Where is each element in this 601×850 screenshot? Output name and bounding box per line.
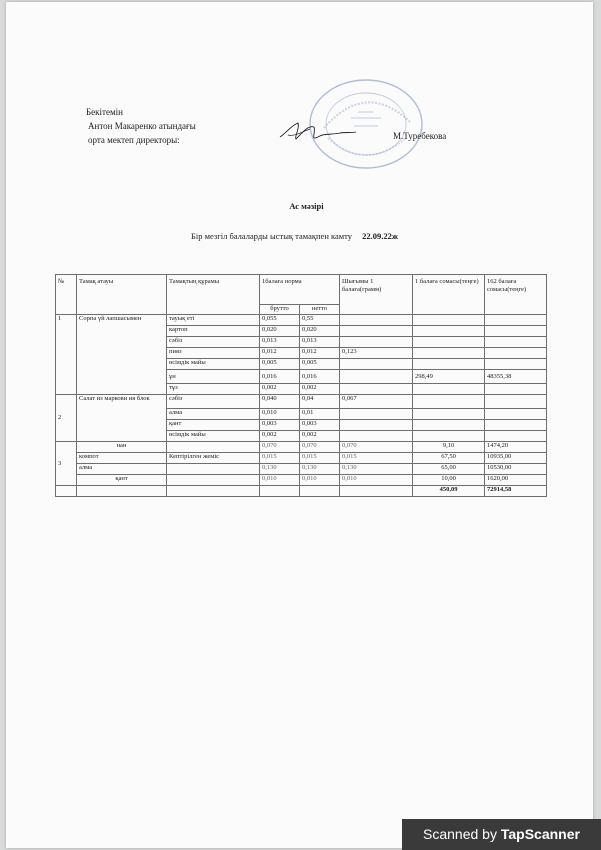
cost1-cell xyxy=(413,326,485,337)
brutto-cell: 0,130 xyxy=(260,464,300,475)
ingredient-cell: алма xyxy=(167,409,260,420)
cost162-cell: 10530,00 xyxy=(485,464,547,475)
ingredient-cell: өсімдік майы xyxy=(167,431,260,442)
brutto-cell: 0,002 xyxy=(260,384,300,395)
cost1-cell: 298,49 xyxy=(413,370,485,384)
cost162-cell: 48355,38 xyxy=(485,370,547,384)
netto-cell: 0,130 xyxy=(300,464,340,475)
empty-cell xyxy=(260,486,300,497)
netto-cell: 0,002 xyxy=(300,431,340,442)
consumption-cell: 0,130 xyxy=(340,464,413,475)
subheader-brutto: брутто xyxy=(260,305,300,315)
netto-cell: 0,012 xyxy=(300,348,340,359)
brutto-cell: 0,003 xyxy=(260,420,300,431)
cost162-cell xyxy=(485,348,547,359)
cost1-cell xyxy=(413,431,485,442)
brutto-cell: 0,010 xyxy=(260,409,300,420)
cost1-cell xyxy=(413,409,485,420)
table-row xyxy=(56,442,547,453)
netto-cell: 0,020 xyxy=(300,326,340,337)
cost1-cell xyxy=(413,395,485,409)
meal-name: қант xyxy=(77,475,167,486)
ingredient-cell: қант xyxy=(167,420,260,431)
empty-cell xyxy=(56,486,77,497)
brutto-cell: 0,055 xyxy=(260,315,300,326)
composition-cell xyxy=(167,464,260,475)
empty-cell xyxy=(167,486,260,497)
watermark-brand: TapScanner xyxy=(500,826,580,842)
composition-cell: Кептірілген жеміс xyxy=(167,453,260,464)
netto-cell: 0,070 xyxy=(300,442,340,453)
table-row xyxy=(56,464,547,475)
director-signature xyxy=(274,115,358,149)
cost1-cell: 9,10 xyxy=(413,442,485,453)
meal-name: Салат из маркови ия блок xyxy=(77,395,167,442)
brutto-cell: 0,040 xyxy=(260,395,300,409)
brutto-cell: 0,005 xyxy=(260,359,300,370)
cost162-cell xyxy=(485,395,547,409)
consumption-cell: 0,015 xyxy=(340,453,413,464)
consumption-cell xyxy=(340,326,413,337)
brutto-cell: 0,013 xyxy=(260,337,300,348)
cost1-cell xyxy=(413,315,485,326)
meal-num: 3 xyxy=(56,442,77,486)
cost162-cell: 1620,00 xyxy=(485,475,547,486)
totals-row xyxy=(56,486,547,497)
cost1-cell: 65,00 xyxy=(413,464,485,475)
cost1-cell: 10,00 xyxy=(413,475,485,486)
meal-num: 1 xyxy=(56,315,77,395)
scanner-watermark xyxy=(402,819,601,850)
cost1-cell xyxy=(413,337,485,348)
document-page xyxy=(6,2,593,848)
cost162-cell xyxy=(485,326,547,337)
consumption-cell xyxy=(340,370,413,384)
consumption-cell xyxy=(340,315,413,326)
cost162-cell xyxy=(485,420,547,431)
subheader-netto: нетто xyxy=(300,305,340,315)
cost162-cell xyxy=(485,337,547,348)
meal-name: компот xyxy=(77,453,167,464)
composition-cell xyxy=(167,475,260,486)
empty-cell xyxy=(340,486,413,497)
header-norm: 1балаға норма xyxy=(260,275,340,305)
consumption-cell: 0,010 xyxy=(340,475,413,486)
document-title: Ас мәзірі xyxy=(289,201,324,211)
cost1-cell xyxy=(413,348,485,359)
consumption-cell: 0,123 xyxy=(340,348,413,359)
brutto-cell: 0,010 xyxy=(260,475,300,486)
ingredient-cell: сәбіз xyxy=(167,395,260,409)
netto-cell: 0,005 xyxy=(300,359,340,370)
table-row xyxy=(56,395,547,409)
netto-cell: 0,013 xyxy=(300,337,340,348)
meal-name: Сорпа үй лапшасымен xyxy=(77,315,167,395)
total-cost1: 450,09 xyxy=(413,486,485,497)
approval-line-2: Антон Макаренко атындағы xyxy=(88,121,196,131)
cost162-cell xyxy=(485,384,547,395)
consumption-cell xyxy=(340,337,413,348)
director-name: М.Туребекова xyxy=(393,131,447,141)
netto-cell: 0,015 xyxy=(300,453,340,464)
subtitle-date: 22.09.22ж xyxy=(362,231,399,241)
cost162-cell xyxy=(485,431,547,442)
ingredient-cell: картоп xyxy=(167,326,260,337)
cost1-cell xyxy=(413,420,485,431)
ingredient-cell: ұн xyxy=(167,370,260,384)
cost162-cell: 1474,20 xyxy=(485,442,547,453)
brutto-cell: 0,015 xyxy=(260,453,300,464)
brutto-cell: 0,070 xyxy=(260,442,300,453)
empty-cell xyxy=(300,486,340,497)
approval-line-3: орта мектеп директоры: xyxy=(88,135,180,145)
netto-cell: 0,55 xyxy=(300,315,340,326)
watermark-prefix: Scanned by xyxy=(423,826,501,842)
table-header-row xyxy=(56,275,547,305)
cost162-cell: 10935,00 xyxy=(485,453,547,464)
header-name: Тамақ атауы xyxy=(77,275,167,315)
approval-line-1: Бекітемін xyxy=(86,107,123,117)
netto-cell: 0,04 xyxy=(300,395,340,409)
empty-cell xyxy=(77,486,167,497)
consumption-cell: 0,070 xyxy=(340,442,413,453)
ingredient-cell: тауық еті xyxy=(167,315,260,326)
netto-cell: 0,002 xyxy=(300,384,340,395)
brutto-cell: 0,016 xyxy=(260,370,300,384)
consumption-cell xyxy=(340,431,413,442)
header-composition: Тамақтың құрамы xyxy=(167,275,260,315)
netto-cell: 0,010 xyxy=(300,475,340,486)
consumption-cell: 0,067 xyxy=(340,395,413,409)
table-row xyxy=(56,315,547,326)
cost1-cell xyxy=(413,384,485,395)
composition-cell xyxy=(167,442,260,453)
cost1-cell: 67,50 xyxy=(413,453,485,464)
table-row xyxy=(56,475,547,486)
cost162-cell xyxy=(485,315,547,326)
brutto-cell: 0,002 xyxy=(260,431,300,442)
header-cost1: 1 балаға сомасы(теңге) xyxy=(413,275,485,315)
menu-table xyxy=(55,274,547,497)
brutto-cell: 0,012 xyxy=(260,348,300,359)
table-row xyxy=(56,453,547,464)
subtitle-text: Бір мезгіл балаларды ыстық тамақпен камту xyxy=(191,231,352,241)
header-consumption: Шығымы 1 балаға(грамм) xyxy=(340,275,413,315)
document-subtitle xyxy=(191,231,398,241)
approval-block xyxy=(86,105,196,147)
cost162-cell xyxy=(485,359,547,370)
meal-name: алма xyxy=(77,464,167,475)
header-cost162: 162 балаға сомасы(теңге) xyxy=(485,275,547,315)
cost162-cell xyxy=(485,409,547,420)
cost1-cell xyxy=(413,359,485,370)
meal-num: 2 xyxy=(56,395,77,442)
meal-name: нан xyxy=(77,442,167,453)
header-num: № xyxy=(56,275,77,315)
netto-cell: 0,003 xyxy=(300,420,340,431)
consumption-cell xyxy=(340,409,413,420)
ingredient-cell: пияз xyxy=(167,348,260,359)
total-cost162: 72914,58 xyxy=(485,486,547,497)
consumption-cell xyxy=(340,384,413,395)
netto-cell: 0,016 xyxy=(300,370,340,384)
consumption-cell xyxy=(340,359,413,370)
consumption-cell xyxy=(340,420,413,431)
brutto-cell: 0,020 xyxy=(260,326,300,337)
netto-cell: 0,01 xyxy=(300,409,340,420)
ingredient-cell: өсімдік майы xyxy=(167,359,260,370)
ingredient-cell: сәбіз xyxy=(167,337,260,348)
ingredient-cell: тұз xyxy=(167,384,260,395)
